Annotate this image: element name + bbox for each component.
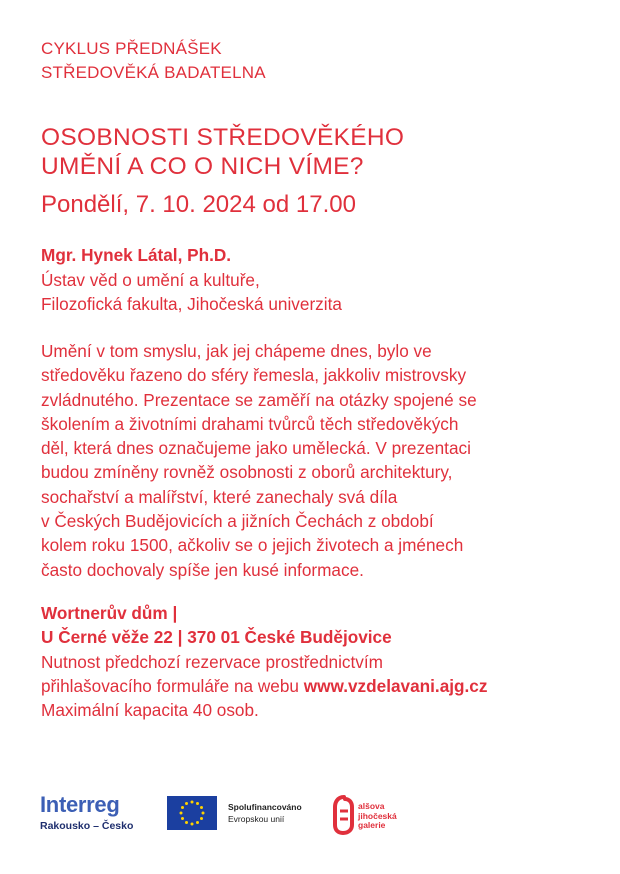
speaker-affiliation-1: Ústav věd o umění a kultuře,: [41, 269, 260, 290]
speaker-name: Mgr. Hynek Látal, Ph.D.: [41, 245, 232, 265]
series-heading: [41, 37, 266, 85]
eu-funding-line-1: Spolufinancováno: [228, 802, 302, 812]
eu-flag-icon: [167, 796, 217, 830]
reservation-note-prefix: přihlašovacího formuláře na webu: [41, 675, 304, 696]
eu-funding-text: [228, 801, 302, 825]
ajg-line-3: galerie: [358, 820, 386, 830]
description-line: často dochovaly spíše jen kusé informace.: [41, 559, 364, 580]
description-line: kolem roku 1500, ačkoliv se o jejich životech a jménech: [41, 535, 464, 556]
series-subtitle: STŘEDOVĚKÁ BADATELNA: [41, 63, 266, 82]
ajg-line-2: jihočeská: [358, 810, 397, 821]
description-line: školením a životními drahami tvůrců těch středověkých: [41, 413, 459, 434]
lecture-description: [41, 339, 601, 582]
capacity-note: Maximální kapacita 40 osob.: [41, 700, 259, 721]
ajg-logo-icon: [332, 795, 356, 835]
ajg-wordmark: [358, 802, 397, 831]
description-line: v Českých Budějovicích a jižních Čechách z období: [41, 511, 434, 532]
lecture-title-line-2: UMĚNÍ A CO O NICH VÍME?: [41, 153, 364, 180]
reservation-note-1: Nutnost předchozí rezervace prostřednictvím: [41, 651, 383, 672]
description-line: zvládnutého. Prezentace se zaměří na otázky spojené se: [41, 389, 477, 410]
ajg-line-1: alšova: [358, 801, 385, 811]
eu-funding-line-2: Evropskou unií: [228, 814, 285, 824]
interreg-logo: [40, 793, 133, 833]
website-link[interactable]: www.vzdelavani.ajg.cz: [303, 675, 488, 696]
description-line: středověku řazeno do sféry řemesla, jakkoliv mistrovsky: [41, 365, 467, 386]
reservation-note-2: [41, 674, 601, 698]
venue-name: Wortnerův dům |: [41, 603, 178, 623]
description-line: Umění v tom smyslu, jak jej chápeme dnes, bylo ve: [41, 341, 432, 361]
speaker-block: [41, 243, 342, 317]
interreg-subtitle: Rakousko – Česko: [40, 820, 134, 832]
series-name: CYKLUS PŘEDNÁŠEK: [41, 39, 222, 58]
partner-logos: [40, 793, 420, 843]
lecture-title-line-1: OSOBNOSTI STŘEDOVĚKÉHO: [41, 124, 405, 151]
description-line: sochařství a malířství, které zanechaly svá díla: [41, 486, 398, 507]
venue-block: [41, 601, 601, 722]
lecture-title: [41, 123, 404, 181]
venue-address: U Černé věže 22 | 370 01 České Budějovice: [41, 627, 392, 648]
lecture-date: Pondělí, 7. 10. 2024 od 17.00: [41, 191, 356, 218]
speaker-affiliation-2: Filozofická fakulta, Jihočeská univerzita: [41, 294, 342, 314]
description-line: děl, která dnes označujeme jako umělecká. V prezentaci: [41, 438, 471, 459]
interreg-wordmark: Interreg: [40, 792, 120, 817]
description-line: budou zmíněny rovněž osobnosti z oborů architektury,: [41, 462, 453, 483]
